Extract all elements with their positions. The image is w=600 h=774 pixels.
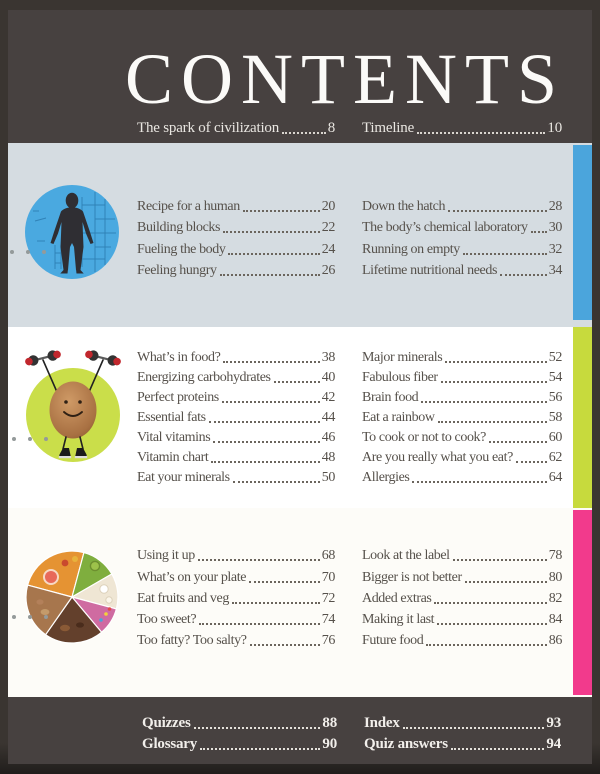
toc-entry-label: Essential fats (137, 410, 206, 425)
toc-entry-label: Perfect proteins (137, 390, 219, 405)
toc-entry-label: Eat fruits and veg (137, 590, 229, 606)
dot-leader (448, 210, 547, 212)
dot-leader (250, 644, 320, 646)
dot-leader (445, 361, 546, 363)
toc-entry-label: Look at the label (362, 548, 450, 564)
dot-leader (232, 602, 320, 604)
toc-entry (137, 366, 335, 386)
toc-entry-page: 80 (548, 569, 562, 585)
footer-right-column (364, 711, 561, 753)
dot-leader (213, 441, 320, 443)
toc-entry (137, 446, 335, 466)
toc-entry-page: 10 (547, 120, 562, 136)
toc-entry-label: Index (364, 715, 400, 731)
toc-entry-page: 62 (548, 450, 562, 465)
toc-entry (362, 193, 562, 215)
toc-entry-label: Using it up (137, 548, 195, 564)
header-entry-left (137, 117, 335, 137)
toc-entry-label: Added extras (362, 590, 432, 606)
toc-entry-label: Quizzes (142, 715, 191, 731)
toc-entry-page: 78 (548, 548, 562, 564)
toc-entry (137, 628, 335, 649)
section1-left-column (137, 193, 335, 279)
toc-entry-label: Building blocks (137, 220, 221, 236)
dot-leader (412, 481, 546, 483)
toc-entry-label: Quiz answers (364, 736, 448, 752)
toc-entry (362, 543, 562, 564)
dot-leader (223, 361, 319, 363)
dot-leader (249, 581, 320, 583)
dot-leader (516, 461, 547, 463)
toc-entry-label: The spark of civilization (137, 120, 280, 136)
dot-leader (437, 623, 547, 625)
toc-entry (362, 466, 562, 486)
toc-entry-label: Timeline (362, 120, 415, 136)
dot-leader (417, 132, 545, 134)
binding-dots (12, 615, 48, 619)
dot-leader (200, 748, 320, 750)
toc-entry (137, 466, 335, 486)
toc-entry (137, 426, 335, 446)
toc-entry-page: 8 (327, 120, 335, 136)
dot-leader (438, 421, 547, 423)
section2-left-column (137, 346, 335, 486)
dot-leader (465, 581, 547, 583)
toc-entry-label: What’s on your plate (137, 569, 247, 585)
toc-entry-page: 93 (546, 715, 561, 731)
toc-entry (362, 117, 562, 137)
dot-leader (194, 727, 321, 729)
toc-entry (137, 215, 335, 237)
dot-leader (199, 623, 320, 625)
toc-entry-page: 42 (321, 390, 335, 405)
toc-entry-page: 94 (546, 736, 561, 752)
toc-entry (142, 711, 337, 732)
toc-entry-page: 70 (321, 569, 335, 585)
toc-entry (362, 628, 562, 649)
dot-leader (223, 231, 320, 233)
contents-page (8, 10, 592, 764)
food-pie-chart-icon (25, 550, 119, 644)
toc-entry-page: 22 (321, 220, 335, 236)
dot-leader (274, 381, 320, 383)
toc-entry (364, 732, 561, 753)
toc-entry (137, 406, 335, 426)
toc-entry-page: 58 (548, 410, 562, 425)
toc-entry-label: Bigger is not better (362, 569, 462, 585)
dot-leader (441, 381, 547, 383)
toc-entry (362, 258, 562, 280)
toc-entry-page: 64 (548, 470, 562, 485)
toc-entry (362, 586, 562, 607)
toc-entry-label: Are you really what you eat? (362, 450, 513, 465)
toc-entry-page: 20 (321, 198, 335, 214)
toc-entry-page: 88 (322, 715, 337, 731)
toc-entry (364, 711, 561, 732)
toc-entry-page: 82 (548, 590, 562, 606)
toc-entry-label: Future food (362, 633, 424, 649)
toc-entry-page: 46 (321, 430, 335, 445)
dot-leader (243, 210, 320, 212)
toc-entry-label: Down the hatch (362, 198, 446, 214)
toc-entry-page: 86 (548, 633, 562, 649)
toc-entry-label: Vitamin chart (137, 450, 209, 465)
toc-entry-page: 54 (548, 370, 562, 385)
toc-entry (362, 366, 562, 386)
toc-entry-label: Running on empty (362, 241, 460, 257)
section3-right-column (362, 543, 562, 649)
toc-entry-label: Lifetime nutritional needs (362, 263, 498, 279)
toc-entry-label: Vital vitamins (137, 430, 211, 445)
toc-entry-label: Glossary (142, 736, 198, 752)
toc-entry-page: 76 (321, 633, 335, 649)
page-title: CONTENTS (125, 39, 565, 119)
toc-entry (137, 607, 335, 628)
section1-right-column (362, 193, 562, 279)
dot-leader (209, 421, 320, 423)
dot-leader (233, 481, 320, 483)
toc-entry-page: 50 (321, 470, 335, 485)
toc-entry (137, 564, 335, 585)
toc-entry-page: 30 (548, 220, 562, 236)
dot-leader (282, 132, 326, 134)
toc-entry-label: Allergies (362, 470, 410, 485)
toc-entry (362, 607, 562, 628)
toc-entry (137, 258, 335, 280)
toc-entry (362, 426, 562, 446)
chapter-tab-blue (573, 145, 592, 320)
chapter-tab-pink (573, 510, 592, 695)
toc-entry-label: Making it last (362, 612, 435, 628)
dot-leader (198, 559, 320, 561)
footer-left-column (142, 711, 337, 753)
binding-dots (12, 437, 48, 441)
toc-entry-label: Fueling the body (137, 241, 226, 257)
toc-entry-label: Eat your minerals (137, 470, 230, 485)
dot-leader (500, 274, 547, 276)
toc-entry-page: 60 (548, 430, 562, 445)
toc-entry (137, 543, 335, 564)
toc-entry-page: 34 (548, 263, 562, 279)
toc-entry (137, 193, 335, 215)
toc-entry-page: 24 (321, 241, 335, 257)
dot-leader (463, 253, 547, 255)
toc-entry (137, 117, 335, 137)
toc-entry-label: Too fatty? Too salty? (137, 633, 247, 649)
dot-leader (211, 461, 319, 463)
section3-left-column (137, 543, 335, 649)
toc-entry (362, 446, 562, 466)
toc-entry-page: 52 (548, 350, 562, 365)
toc-entry-page: 48 (321, 450, 335, 465)
toc-entry-page: 40 (321, 370, 335, 385)
toc-entry (142, 732, 337, 753)
toc-entry (137, 236, 335, 258)
toc-entry (362, 236, 562, 258)
dot-leader (228, 253, 319, 255)
toc-entry-page: 74 (321, 612, 335, 628)
dot-leader (426, 644, 546, 646)
toc-entry-label: What’s in food? (137, 350, 221, 365)
chapter-tab-green (573, 327, 592, 508)
toc-entry (362, 564, 562, 585)
binding-dots (10, 250, 46, 254)
toc-entry (137, 386, 335, 406)
toc-entry-page: 26 (321, 263, 335, 279)
toc-entry-label: The body’s chemical laboratory (362, 220, 528, 236)
dot-leader (222, 401, 320, 403)
toc-entry-label: Fabulous fiber (362, 370, 438, 385)
dot-leader (434, 602, 546, 604)
toc-entry (362, 215, 562, 237)
dot-leader (220, 274, 320, 276)
toc-entry-page: 72 (321, 590, 335, 606)
dot-leader (531, 231, 547, 233)
dot-leader (451, 748, 545, 750)
toc-entry-page: 44 (321, 410, 335, 425)
toc-entry-label: Feeling hungry (137, 263, 217, 279)
toc-entry (137, 346, 335, 366)
dot-leader (489, 441, 547, 443)
toc-entry-label: Recipe for a human (137, 198, 240, 214)
dot-leader (403, 727, 545, 729)
toc-entry-page: 90 (322, 736, 337, 752)
header-entry-right (362, 117, 562, 137)
human-body-blueprint-icon (25, 185, 119, 279)
dot-leader (453, 559, 547, 561)
toc-entry-page: 56 (548, 390, 562, 405)
egg-weightlifter-icon (23, 340, 123, 462)
toc-entry-page: 68 (321, 548, 335, 564)
toc-entry (362, 406, 562, 426)
toc-entry-page: 28 (548, 198, 562, 214)
dot-leader (421, 401, 547, 403)
section2-right-column (362, 346, 562, 486)
toc-entry-page: 84 (548, 612, 562, 628)
toc-entry-label: Eat a rainbow (362, 410, 435, 425)
toc-entry (362, 386, 562, 406)
toc-entry-page: 32 (548, 241, 562, 257)
toc-entry (137, 586, 335, 607)
toc-entry-label: To cook or not to cook? (362, 430, 486, 445)
toc-entry-label: Brain food (362, 390, 419, 405)
toc-entry-label: Too sweet? (137, 612, 197, 628)
toc-entry-label: Energizing carbohydrates (137, 370, 271, 385)
toc-entry-label: Major minerals (362, 350, 443, 365)
toc-entry-page: 38 (321, 350, 335, 365)
header-panel (8, 10, 592, 143)
toc-entry (362, 346, 562, 366)
